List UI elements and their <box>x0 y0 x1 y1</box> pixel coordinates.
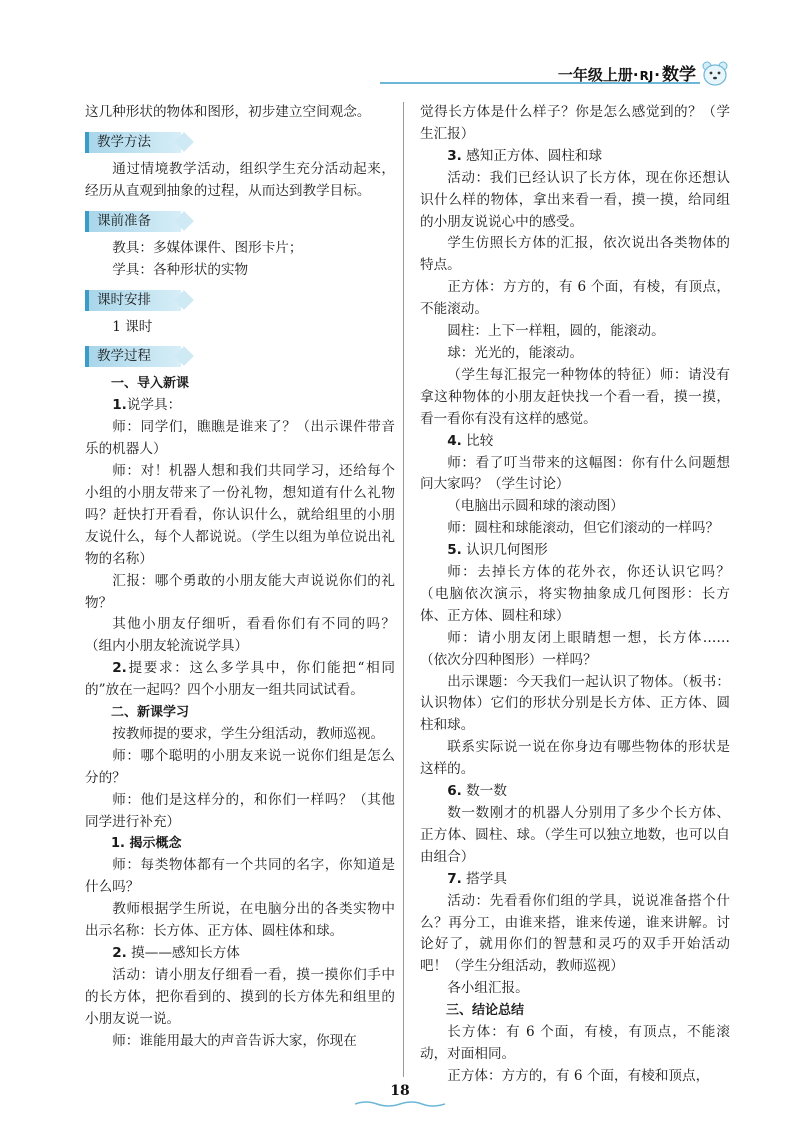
paragraph: 师：看了叮当带来的这幅图：你有什么问题想问大家吗？（学生讨论） <box>420 454 730 493</box>
paragraph: 圆柱：上下一样粗，圆的，能滚动。 <box>447 323 665 340</box>
wave-ornament-icon <box>355 1100 445 1108</box>
paragraph: 数一数刚才的机器人分别用了多少个长方体、正方体、圆柱、球。（学生可以独立地数，也可以自由组合） <box>420 805 730 865</box>
item-text: 摸——感知长方体 <box>131 945 240 961</box>
item-text: 揭示概念 <box>129 836 182 852</box>
paragraph: 师：他们是这样分的，和你们一样吗？（其他同学进行补充） <box>85 791 395 830</box>
item-number: 2. <box>112 945 127 961</box>
numbered-item <box>85 658 395 702</box>
paragraph: 这几种形状的物体和图形，初步建立空间观念。 <box>85 104 371 120</box>
paragraph: 正方体：方方的，有 6 个面，有棱和顶点， <box>447 1067 710 1084</box>
paragraph: （电脑出示圆和球的滚动图） <box>447 498 624 515</box>
item-text: 比较 <box>466 432 494 449</box>
subheading: 二、新课学习 <box>111 705 190 721</box>
paragraph: 教具：多媒体课件、图形卡片； <box>112 239 303 256</box>
paragraph: 师：谁能用最大的声音告诉大家，你现在 <box>112 1032 357 1049</box>
numbered-item <box>420 540 730 562</box>
paragraph: 活动：先看看你们组的学具，说说准备搭个什么？再分工，由谁来搭，谁来传递，谁来讲解。讨论好了，就用你们的智慧和灵巧的双手开始活动吧！（学生分组活动，教师巡视） <box>420 892 730 975</box>
paragraph: 1 课时 <box>112 318 153 335</box>
header-sep-1: · <box>632 66 639 84</box>
left-column <box>85 102 395 1053</box>
right-column <box>420 102 730 1088</box>
page-footer <box>340 1080 460 1106</box>
paragraph: 球：光光的，能滚动。 <box>447 344 584 361</box>
numbered-item <box>85 833 395 855</box>
paragraph: 师：同学们，瞧瞧是谁来了？（出示课件带音乐的机器人） <box>85 419 395 458</box>
paragraph: 出示课题：今天我们一起认识了物体。（板书：认识物体）它们的形状分别是长方体、正方体、圆柱和球。 <box>420 673 730 734</box>
item-number: 5. <box>447 542 462 559</box>
paragraph: 师：去掉长方体的花外衣，你还认识它吗？（电脑依次演示，将实物抽象成几何图形：长方体、正方体、圆柱和球） <box>420 564 730 624</box>
header-edition: RJ <box>639 69 654 83</box>
column-divider <box>403 102 404 1077</box>
paragraph: 师：哪个聪明的小朋友来说一说你们组是怎么分的？ <box>85 747 395 786</box>
section-heading-preparation: 课前准备 <box>85 211 181 232</box>
item-text: 提要求：这么多学具中，你们能把“相同的”放在一起吗？四个小朋友一组共同试试看。 <box>85 660 395 699</box>
paragraph: 学具：各种形状的实物 <box>112 261 249 278</box>
header-title <box>558 60 696 85</box>
section-heading-schedule: 课时安排 <box>85 290 181 311</box>
paragraph: 师：每类物体都有一个共同的名字，你知道是什么吗？ <box>85 857 395 896</box>
numbered-item <box>85 943 395 965</box>
numbered-item <box>85 395 395 417</box>
item-text: 搭学具 <box>466 870 507 887</box>
item-number: 4. <box>447 432 462 449</box>
subheading: 三、结论总结 <box>446 1003 525 1019</box>
numbered-item <box>420 869 730 891</box>
item-number: 3. <box>447 147 462 164</box>
item-text: 说学具： <box>126 397 182 414</box>
paragraph: 师：请小朋友闭上眼睛想一想，长方体……（依次分四种图形）一样吗？ <box>420 629 730 668</box>
subheading: 一、导入新课 <box>111 376 190 392</box>
paragraph: 其他小朋友仔细听，看看你们有不同的吗？（组内小朋友轮流说学具） <box>85 616 395 655</box>
item-text: 感知正方体、圆柱和球 <box>466 147 603 164</box>
item-text: 数一数 <box>466 783 507 800</box>
item-number: 1. <box>112 397 127 414</box>
paragraph: 正方体：方方的，有 6 个面，有棱，有顶点，不能滚动。 <box>420 279 730 318</box>
header-sep-2: · <box>654 66 660 84</box>
numbered-item <box>420 431 730 453</box>
paragraph: 教师根据学生所说，在电脑分出的各类实物中出示名称：长方体、正方体、圆柱体和球。 <box>85 901 395 940</box>
paragraph: 汇报：哪个勇敢的小朋友能大声说说你们的礼物？ <box>85 572 395 611</box>
page-number: 18 <box>390 1083 410 1099</box>
paragraph: 师：对！机器人想和我们共同学习，还给每个小组的小朋友带来了一份礼物，想知道有什么礼物吗？赶快打开看看，你认识什么，就给组里的小朋友说什么，每个人都说说。（学生以组为单位说出礼物的名称） <box>85 463 395 567</box>
header-subject: 数学 <box>662 65 696 85</box>
header-grade: 一年级上册 <box>557 66 633 84</box>
section-heading-process: 教学过程 <box>85 346 181 367</box>
paragraph: （学生每汇报完一种物体的特征）师：请没有拿这种物体的小朋友赶快找一个看一看，摸一摸，看一看你有没有这样的感觉。 <box>420 366 730 427</box>
numbered-item <box>420 146 730 168</box>
paragraph: 各小组汇报。 <box>447 980 529 997</box>
paragraph: 活动：请小朋友仔细看一看，摸一摸你们手中的长方体，把你看到的、摸到的长方体先和组里的小朋友说一说。 <box>85 966 395 1027</box>
paragraph: 按教师提的要求，学生分组活动，教师巡视。 <box>112 725 385 742</box>
item-number: 2. <box>112 660 127 677</box>
section-heading-method: 教学方法 <box>85 132 181 153</box>
paragraph: 通过情境教学活动，组织学生充分活动起来，经历从直观到抽象的过程，从而达到教学目标。 <box>85 160 395 199</box>
item-number: 1. <box>111 836 125 852</box>
paragraph: 师：圆柱和球能滚动，但它们滚动的一样吗？ <box>447 520 720 537</box>
paragraph: 觉得长方体是什么样子？你是怎么感觉到的？（学生汇报） <box>420 104 730 142</box>
bear-mascot-icon <box>700 58 730 88</box>
paragraph: 活动：我们已经认识了长方体，现在你还想认识什么样的物体，拿出来看一看，摸一摸，给同组的小朋友说说心中的感受。 <box>420 169 730 230</box>
paragraph: 学生仿照长方体的汇报，依次说出各类物体的特点。 <box>420 235 730 274</box>
page-header <box>380 58 730 92</box>
numbered-item <box>420 781 730 803</box>
item-text: 认识几何图形 <box>466 542 548 559</box>
item-number: 6. <box>447 783 462 800</box>
item-number: 7. <box>447 870 462 887</box>
paragraph: 长方体：有 6 个面，有棱，有顶点，不能滚动，对面相同。 <box>420 1024 730 1062</box>
paragraph: 联系实际说一说在你身边有哪些物体的形状是这样的。 <box>420 739 730 778</box>
